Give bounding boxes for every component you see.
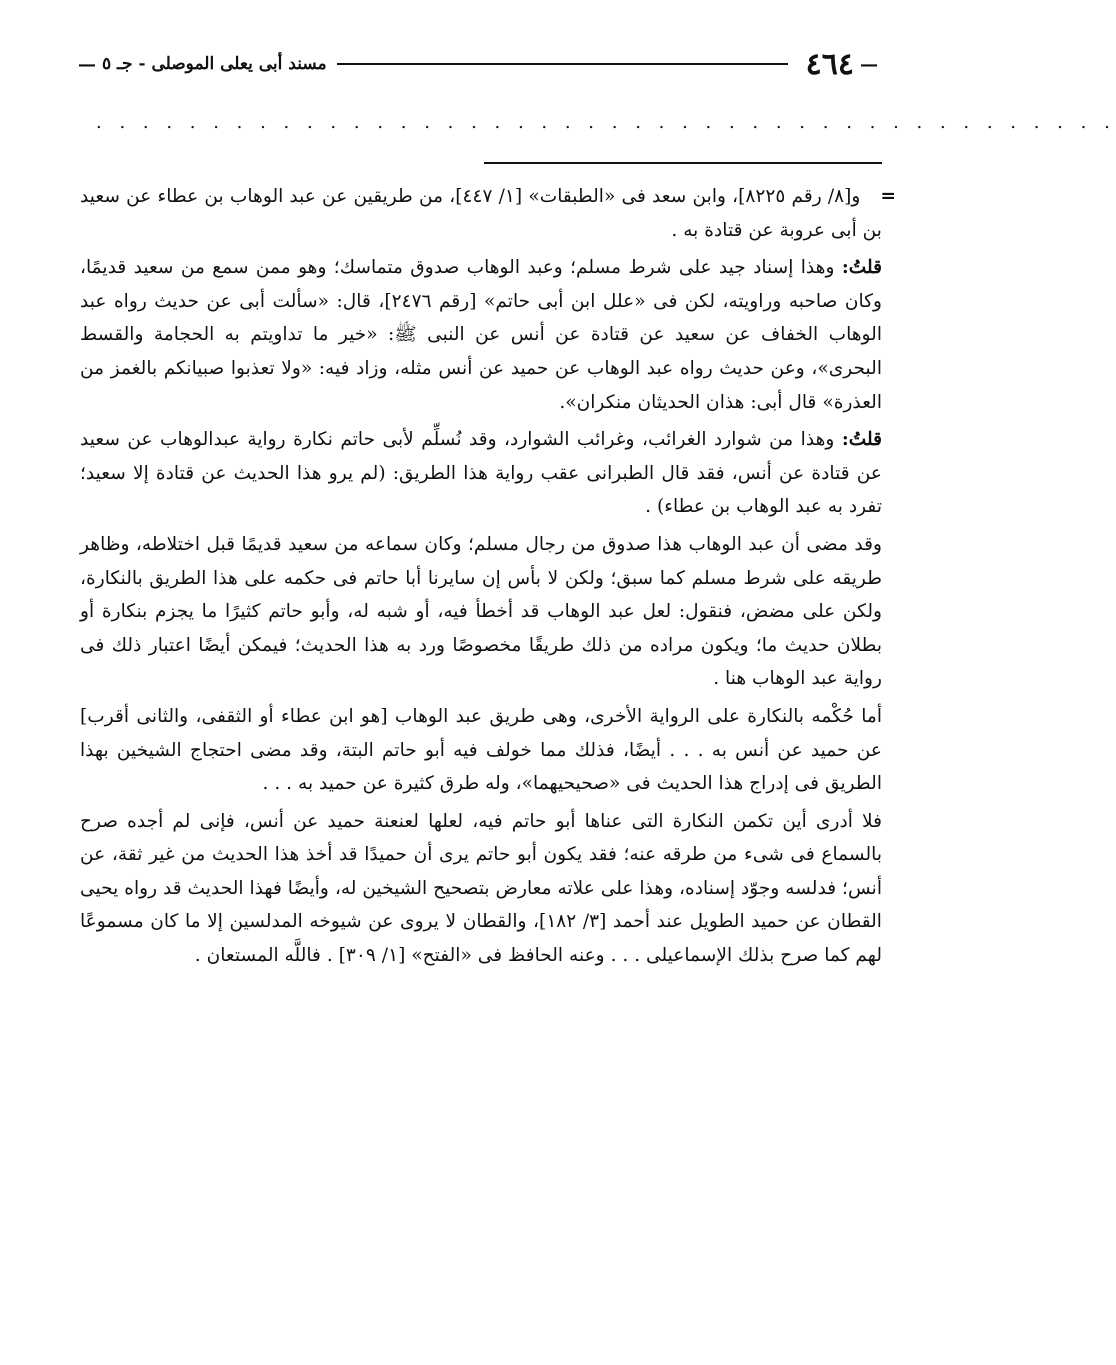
paragraph-lead: قلتُ: xyxy=(841,429,882,451)
omission-dots: . . . . . . . . . . . . . . . . . . . . . . . . . . . . . . . . . . . . . . . . . . . . xyxy=(96,112,1116,133)
paragraph xyxy=(80,700,882,801)
paragraph xyxy=(80,805,882,973)
paragraph-text: فلا أدرى أين تكمن النكارة التى عناها أبو حاتم فيه، لعلها لعنعنة حميد عن أنس، فإنى لم أجده صرح بالسماع فى شىء من طرقه عنه؛ فقد يكون أبو حاتم يرى أن حميدًا قد أخذ هذا الحديث من غير ثقة، عن أنس؛ فدلسه وجوّد إسناده، وهذا على علاته معارض بتصحيح الشيخين له، وأيضًا فهذا الحديث قد رواه يحيى القطان عن حميد الطويل عند أحمد [٣/ ١٨٢]، والقطان لا يروى عن شيوخه المدلسين إلا ما كان مسموعًا لهم كما صرح بذلك الإسماعيلى . . . وعنه الحافظ فى «الفتح» [١/ ٣٠٩] . فاللَّه المستعان . xyxy=(80,810,882,967)
continuation-mark: = xyxy=(880,186,896,207)
page-number: ٤٦٤ xyxy=(805,46,854,82)
paragraph xyxy=(80,423,882,524)
running-header xyxy=(78,44,878,84)
paragraph-text: و[٨/ رقم ٨٢٢٥]، وابن سعد فى «الطبقات» [١/ ٤٤٧]، من طريقين عن عبد الوهاب بن عطاء عن سعيد بن أبى عروبة عن قتادة به . xyxy=(80,186,882,241)
header-rule xyxy=(337,63,788,65)
paragraph xyxy=(80,528,882,696)
footnote-body xyxy=(80,180,896,973)
paragraph-text: وهذا إسناد جيد على شرط مسلم؛ وعبد الوهاب صدوق متماسك؛ وهو ممن سمع من سعيد قديمًا، وكان صاحبه وراويته، لكن فى «علل ابن أبى حاتم» [رقم ٢٤٧٦]، قال: «سألت أبى عن حديث رواه عبد الوهاب الخفاف عن سعيد عن قتادة عن أنس عن النبى ﷺ: «خير ما تداويتم به الحجامة والقسط البحرى»، وعن حديث رواه عبد الوهاب عن حميد عن أنس مثله، وزاد فيه: «ولا تعذبوا صبيانكم بالغمز من العذرة» قال أبى: هذان الحديثان منكران». xyxy=(80,257,882,413)
paragraph-lead: قلتُ: xyxy=(841,257,882,279)
paragraph-text: أما حُكْمه بالنكارة على الرواية الأخرى، وهى طريق عبد الوهاب [هو ابن عطاء أو الثقفى، والثانى أقرب] عن حميد عن أنس به . . . أيضًا، فذلك مما خولف فيه أبو حاتم البتة، وقد مضى احتجاج الشيخين بهذا الطريق فى إدراج هذا الحديث فى «صحيحيهما»، وله طرق كثيرة عن حميد به . . . xyxy=(80,705,882,795)
footnote-separator xyxy=(484,162,882,164)
paragraph xyxy=(80,251,882,419)
paragraph-text: وهذا من شوارد الغرائب، وغرائب الشوارد، وقد نُسلِّم لأبى حاتم نكارة رواية عبدالوهاب عن سعيد عن قتادة عن أنس، فقد قال الطبرانى عقب رواية هذا الطريق: (لم يرو هذا الحديث عن قتادة إلا سعيد؛ تفرد به عبد الوهاب بن عطاء) . xyxy=(80,429,882,518)
header-dash: — xyxy=(860,53,878,75)
book-title: مسند أبى يعلى الموصلى - جـ ٥ xyxy=(102,54,327,74)
header-dash: — xyxy=(78,53,96,75)
paragraph-text: وقد مضى أن عبد الوهاب هذا صدوق من رجال مسلم؛ وكان سماعه من سعيد قديمًا قبل اختلاطه، وظاهر طريقه على شرط مسلم كما سبق؛ ولكن لا بأس إن سايرنا أبا حاتم فى حكمه على هذا الطريق بالنكارة، ولكن على مضض، فنقول: لعل عبد الوهاب قد أخطأ فيه، أو شبه له، وأبو حاتم كثيرًا ما يجزم بنكارة أو بطلان حديث ما؛ ويكون مراده من ذلك طريقًا مخصوصًا ورد به هذا الحديث؛ فيمكن أيضًا اعتبار ذلك فى رواية عبد الوهاب هنا . xyxy=(80,533,882,690)
paragraph xyxy=(80,180,896,247)
